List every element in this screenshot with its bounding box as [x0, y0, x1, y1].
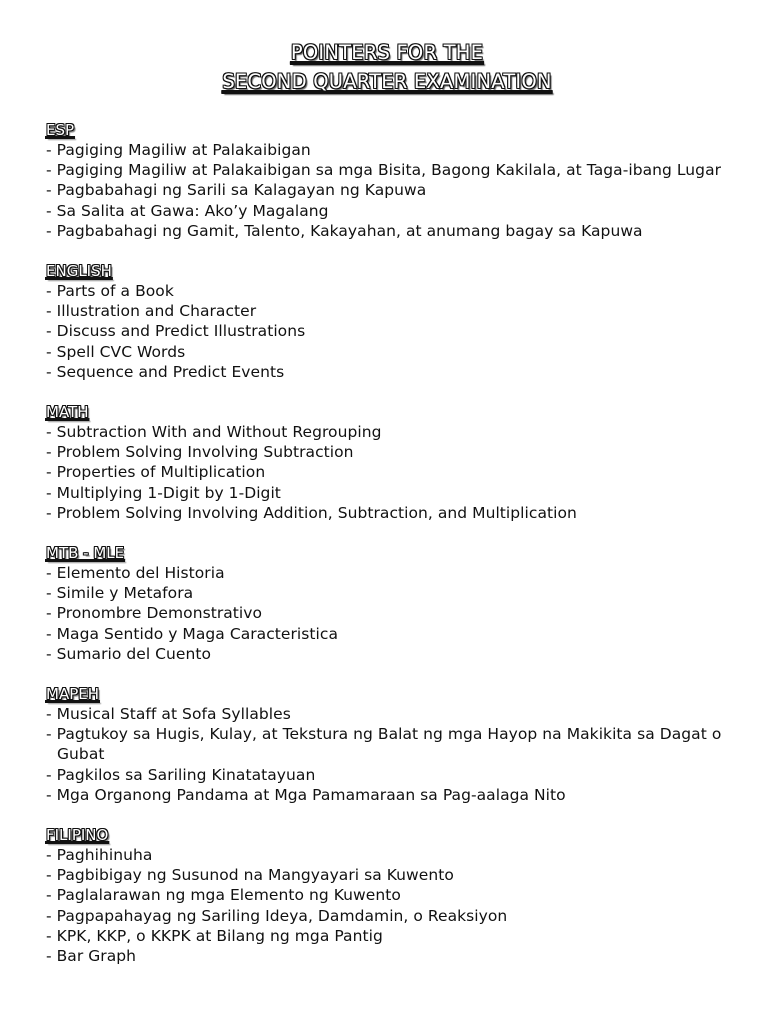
list-item: - Illustration and Character — [46, 302, 257, 321]
section-item-list — [46, 422, 728, 523]
list-item: - Mga Organong Pandama at Mga Pamamaraan sa Pag-aalaga Nito — [46, 785, 566, 804]
list-item: - Parts of a Book — [46, 282, 174, 301]
section-filipino — [46, 825, 728, 966]
list-item: - Pronombre Demonstrativo — [46, 604, 263, 623]
list-item: - Subtraction With and Without Regrouping — [46, 423, 382, 442]
list-item: - Pagkilos sa Sariling Kinatatayuan — [46, 765, 316, 784]
list-item: - Pagbabahagi ng Sarili sa Kalagayan ng Kapuwa — [46, 181, 427, 200]
list-item: - Musical Staff at Sofa Syllables — [46, 705, 291, 724]
section-esp — [46, 120, 728, 241]
document-title — [46, 38, 728, 96]
list-item: - Pagiging Magiliw at Palakaibigan — [46, 141, 311, 159]
list-item: - Spell CVC Words — [46, 342, 186, 361]
list-item: - Multiplying 1-Digit by 1-Digit — [46, 483, 281, 502]
list-item: - Pagbabahagi ng Gamit, Talento, Kakayahan, at anumang bagay sa Kapuwa — [46, 221, 643, 240]
list-item: - Sumario del Cuento — [46, 644, 212, 663]
section-mapeh — [46, 684, 728, 805]
list-item: - Problem Solving Involving Subtraction — [46, 443, 354, 462]
list-item: - Sa Salita at Gawa: Ako’y Magalang — [46, 201, 329, 220]
section-heading: MTB - MLE — [46, 544, 125, 563]
list-item: - Properties of Multiplication — [46, 463, 266, 482]
section-english — [46, 261, 728, 382]
section-item-list — [46, 563, 728, 664]
list-item: - Maga Sentido y Maga Caracteristica — [46, 624, 339, 643]
list-item: - Discuss and Predict Illustrations — [46, 322, 306, 341]
list-item: - Paghihinuha — [46, 846, 153, 865]
list-item: - Simile y Metafora — [46, 584, 194, 603]
list-item: - Pagpapahayag ng Sariling Ideya, Damdamin, o Reaksiyon — [46, 906, 508, 925]
list-item: - Sequence and Predict Events — [46, 362, 285, 381]
section-item-list — [46, 845, 728, 966]
section-heading: FILIPINO — [46, 826, 109, 845]
list-item: - Pagiging Magiliw at Palakaibigan sa mga Bisita, Bagong Kakilala, at Taga-ibang Lugar — [46, 161, 722, 180]
section-heading: MATH — [46, 403, 89, 422]
list-item: - Bar Graph — [46, 947, 137, 966]
list-item: - Problem Solving Involving Addition, Subtraction, and Multiplication — [46, 503, 577, 522]
section-heading: ESP — [46, 121, 75, 139]
section-heading: ENGLISH — [46, 262, 112, 281]
list-item: - Paglalarawan ng mga Elemento ng Kuwento — [46, 886, 401, 905]
section-item-list — [46, 140, 728, 241]
list-item: - Pagbibigay ng Susunod na Mangyayari sa Kuwento — [46, 866, 454, 885]
section-item-list — [46, 281, 728, 382]
list-item: - KPK, KKP, o KKPK at Bilang ng mga Pantig — [46, 926, 383, 945]
title-line-1: POINTERS FOR THE — [290, 41, 484, 64]
section-item-list — [46, 704, 728, 805]
section-heading: MAPEH — [46, 685, 100, 704]
title-line-2: SECOND QUARTER EXAMINATION — [222, 70, 552, 93]
list-item: - Pagtukoy sa Hugis, Kulay, at Tekstura ng Balat ng mga Hayop na Makikita sa Dagat o Gubat — [46, 725, 722, 764]
section-mtb-mle — [46, 543, 728, 664]
section-math — [46, 402, 728, 523]
list-item: - Elemento del Historia — [46, 564, 225, 583]
